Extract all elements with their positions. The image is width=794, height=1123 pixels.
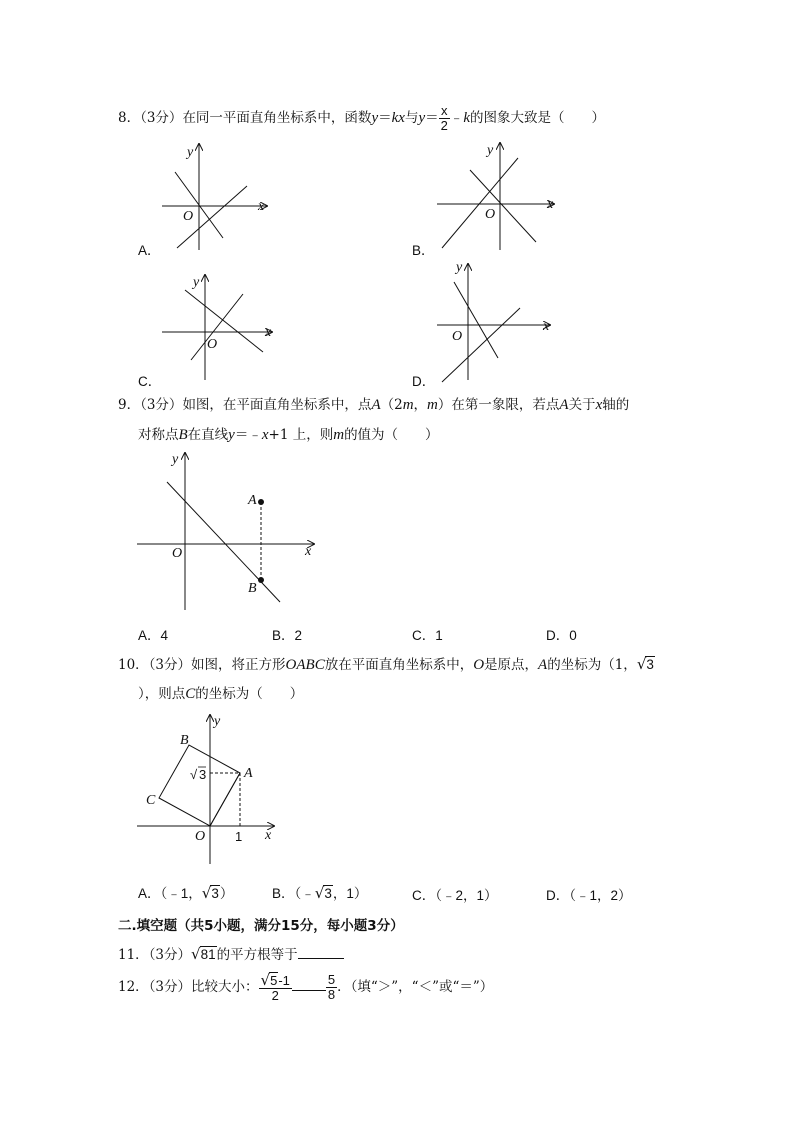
q9-option-c[interactable]: C．1 — [412, 628, 443, 643]
fraction-sqrt5-minus-1-over-2: $\frac{√5-1}{2}$ — [260, 971, 290, 1003]
sqrt-icon: √ — [190, 767, 198, 782]
q8-graph-a — [155, 138, 275, 256]
fraction-5-over-8: $\frac{5}{8}$ — [327, 972, 336, 1002]
square-oabc — [159, 745, 240, 826]
answer-blank-q11[interactable] — [298, 944, 344, 959]
q9-figure — [132, 448, 322, 618]
q9-option-a[interactable]: A．4 — [138, 628, 169, 643]
axis-x-label: x — [547, 197, 554, 212]
sqrt-icon: √ — [314, 884, 325, 902]
origin-label: O — [207, 337, 218, 352]
q11-stem: 11．（3分）√81的平方根等于 — [118, 944, 344, 965]
q8-stem: 8．（3分）在同一平面直角坐标系中，函数y＝kx与y＝ $\frac{x}{2}$ ﹣k的图象大致是（ ） — [118, 103, 606, 133]
sqrt-icon: √ — [191, 945, 201, 963]
sqrt-icon: √ — [260, 971, 271, 989]
q10-stem-line1: 10．（3分）如图，将正方形OABC放在平面直角坐标系中，O是原点，A的坐标为（1，√3 — [118, 655, 654, 673]
q9-option-d[interactable]: D．0 — [546, 628, 577, 643]
point-b-label: B — [180, 733, 189, 748]
point-b — [258, 577, 264, 583]
q9-option-b[interactable]: B．2 — [272, 628, 303, 643]
point-a-label: A — [244, 766, 253, 781]
q8-option-c[interactable]: C． — [138, 374, 162, 389]
q9-stem-line1: 9．（3分）如图，在平面直角坐标系中，点A（2m，m）在第一象限，若点A关于x轴的 — [118, 397, 630, 413]
origin-label: O — [183, 209, 194, 224]
point-a-label: A — [248, 493, 257, 508]
q12-stem: 12．（3分）比较大小： $\frac{√5-1}{2}$ $\frac{5}{8}$ ．（填“＞”，“＜”或“＝”） — [118, 971, 494, 1003]
q10-option-c[interactable]: C．（﹣2，1） — [412, 888, 498, 903]
axis-y-label: y — [193, 275, 200, 290]
q10-option-d[interactable]: D．（﹣1，2） — [546, 888, 632, 903]
q8-option-d[interactable]: D． — [412, 374, 436, 389]
axis-x-label: x — [543, 319, 550, 334]
axis-x-label: x — [265, 325, 272, 340]
sqrt-icon: √ — [201, 884, 212, 902]
origin-label: O — [485, 207, 496, 222]
origin-label: O — [172, 546, 183, 561]
q8-graph-c — [155, 270, 280, 385]
point-a — [258, 499, 264, 505]
q9-stem-line2: 对称点B在直线y＝﹣x+1 上，则m的值为（ ） — [138, 427, 439, 443]
axis-y-label: y — [187, 145, 194, 160]
q10-option-b[interactable]: B．（﹣√3，1） — [272, 884, 368, 902]
q8-option-a[interactable]: A． — [138, 243, 161, 258]
q8-graph-d — [432, 258, 557, 385]
q10-option-a[interactable]: A．（﹣1，√3） — [138, 884, 234, 902]
axis-x-label: x — [265, 828, 272, 843]
q10-figure — [132, 710, 282, 870]
axis-x-label: x — [305, 544, 312, 559]
q10-stem-line2: ），则点C的坐标为（ ） — [138, 686, 304, 702]
origin-label: O — [195, 829, 206, 844]
sqrt3-value: 3 — [199, 767, 207, 782]
tick-1-label: 1 — [235, 829, 243, 844]
origin-label: O — [452, 329, 463, 344]
point-c-label: C — [146, 793, 156, 808]
q8-option-b[interactable]: B． — [412, 243, 435, 258]
fraction-x-over-2: $\frac{x}{2}$ — [440, 103, 448, 133]
sqrt-icon: √ — [636, 655, 647, 673]
section-2-heading: 二.填空题（共5小题，满分15分，每小题3分） — [118, 918, 404, 934]
axis-y-label: y — [172, 452, 179, 467]
axis-y-label: y — [456, 260, 463, 275]
axis-y-label: y — [214, 714, 221, 729]
answer-blank-q12[interactable] — [292, 976, 326, 991]
axis-x-label: x — [258, 199, 265, 214]
axis-y-label: y — [487, 143, 494, 158]
q8-graph-b — [432, 138, 562, 256]
point-b-label: B — [248, 581, 257, 596]
